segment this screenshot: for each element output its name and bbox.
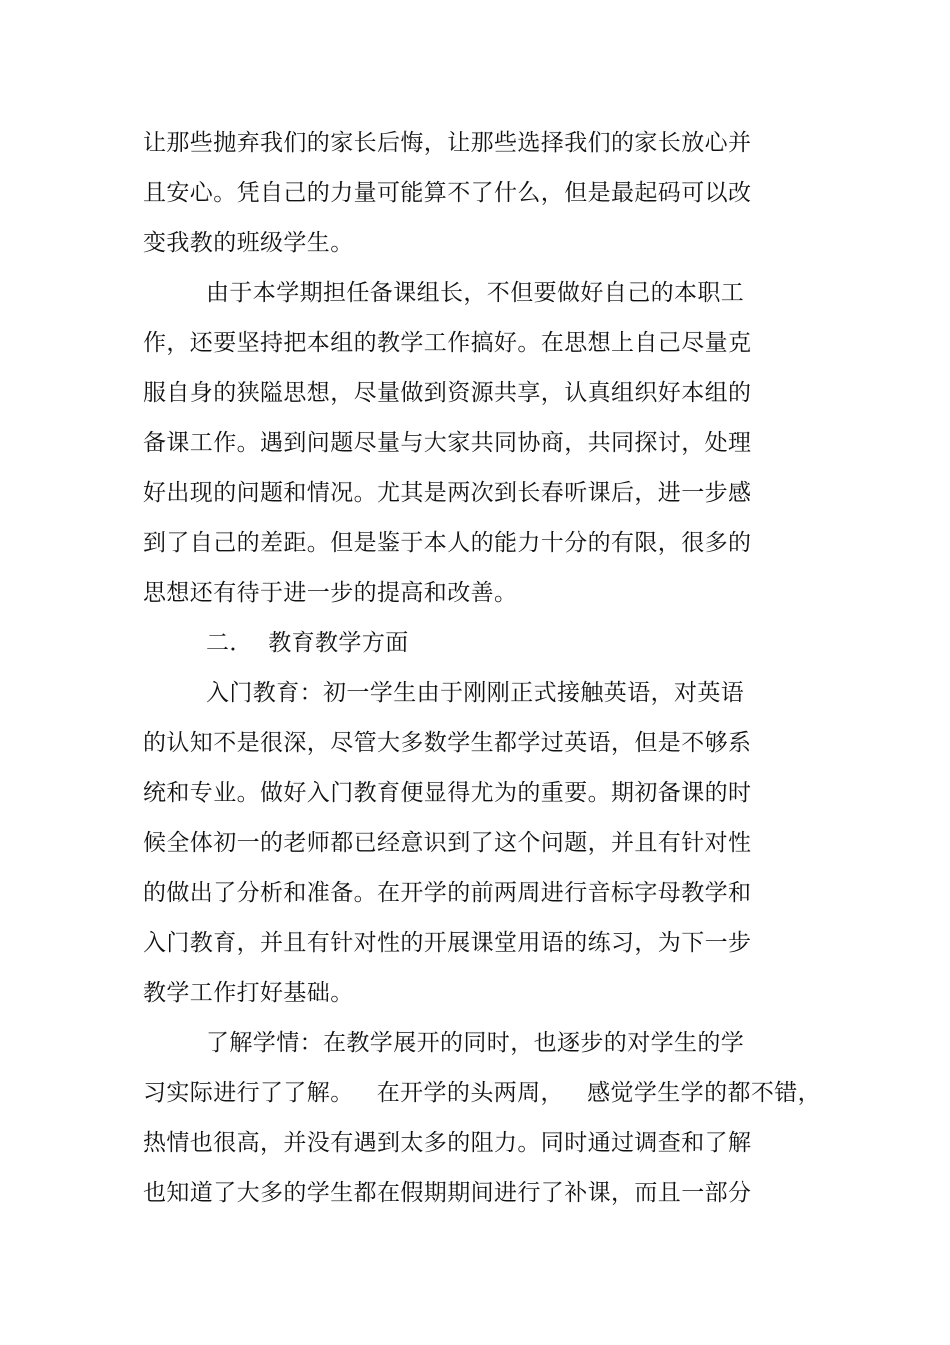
- paragraph-start-line: 由于本学期担任备课组长，不但要做好自己的本职工: [206, 280, 745, 306]
- text-line: 的做出了分析和准备。在开学的前两周进行音标字母教学和: [143, 880, 752, 906]
- text-line: 统和专业。做好入门教育便显得尤为的重要。期初备课的时: [143, 780, 752, 806]
- text-line: 变我教的班级学生。: [143, 230, 354, 256]
- section-heading: 二． 教育教学方面: [206, 630, 409, 656]
- text-line: 习实际进行了了解。 在开学的头两周， 感觉学生学的都不错，: [143, 1080, 822, 1106]
- text-line: 候全体初一的老师都已经意识到了这个问题，并且有针对性: [143, 830, 752, 856]
- paragraph-start-line: 入门教育：初一学生由于刚刚正式接触英语，对英语: [206, 680, 745, 706]
- paragraph-start-line: 了解学情：在教学展开的同时，也逐步的对学生的学: [206, 1030, 745, 1056]
- text-line: 好出现的问题和情况。尤其是两次到长春听课后，进一步感: [143, 480, 752, 506]
- text-line: 的认知不是很深，尽管大多数学生都学过英语，但是不够系: [143, 730, 752, 756]
- text-line: 作，还要坚持把本组的教学工作搞好。在思想上自己尽量克: [143, 330, 752, 356]
- text-line: 教学工作打好基础。: [143, 980, 354, 1006]
- text-line: 让那些抛弃我们的家长后悔，让那些选择我们的家长放心并: [143, 130, 752, 156]
- text-line: 到了自己的差距。但是鉴于本人的能力十分的有限，很多的: [143, 530, 752, 556]
- text-line: 备课工作。遇到问题尽量与大家共同协商，共同探讨，处理: [143, 430, 752, 456]
- text-line: 也知道了大多的学生都在假期期间进行了补课，而且一部分: [143, 1180, 752, 1206]
- text-line: 思想还有待于进一步的提高和改善。: [143, 580, 518, 606]
- text-line: 且安心。凭自己的力量可能算不了什么，但是最起码可以改: [143, 180, 752, 206]
- text-line: 热情也很高，并没有遇到太多的阻力。同时通过调查和了解: [143, 1130, 752, 1156]
- text-line: 入门教育，并且有针对性的开展课堂用语的练习，为下一步: [143, 930, 752, 956]
- text-line: 服自身的狭隘思想，尽量做到资源共享，认真组织好本组的: [143, 380, 752, 406]
